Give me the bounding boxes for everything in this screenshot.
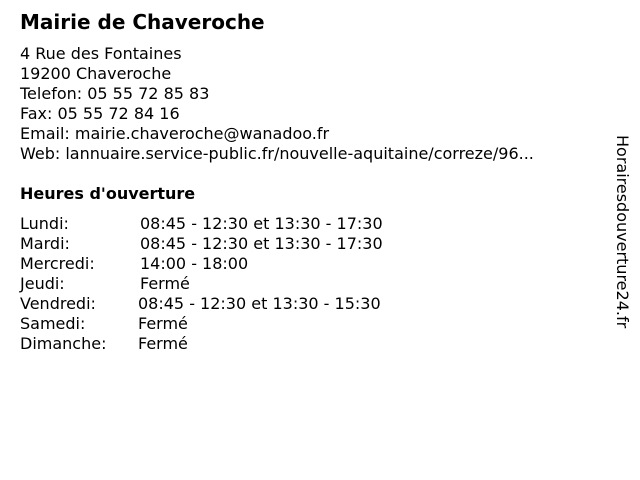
day-hours: Fermé xyxy=(138,314,188,333)
day-label: Dimanche: xyxy=(20,334,107,353)
day-hours: 14:00 - 18:00 xyxy=(140,254,249,273)
contact-info xyxy=(20,44,534,164)
site-watermark: Horairesdouverture24.fr xyxy=(613,135,632,329)
day-hours: 08:45 - 12:30 et 13:30 - 15:30 xyxy=(138,294,381,313)
hours-heading: Heures d'ouverture xyxy=(20,184,196,203)
day-label: Jeudi: xyxy=(20,274,65,293)
phone-number: Telefon: 05 55 72 85 83 xyxy=(20,84,210,103)
day-label: Mercredi: xyxy=(20,254,95,273)
day-hours: 08:45 - 12:30 et 13:30 - 17:30 xyxy=(140,214,383,233)
email-address: Email: mairie.chaveroche@wanadoo.fr xyxy=(20,124,330,143)
day-hours: Fermé xyxy=(140,274,190,293)
website-link: Web: lannuaire.service-public.fr/nouvelle-aquitaine/correze/96... xyxy=(20,144,534,163)
day-label: Lundi: xyxy=(20,214,69,233)
page-title: Mairie de Chaveroche xyxy=(20,10,265,34)
address-street: 4 Rue des Fontaines xyxy=(20,44,182,63)
day-label: Vendredi: xyxy=(20,294,96,313)
day-hours: 08:45 - 12:30 et 13:30 - 17:30 xyxy=(140,234,383,253)
day-hours: Fermé xyxy=(138,334,188,353)
fax-number: Fax: 05 55 72 84 16 xyxy=(20,104,180,123)
address-city: 19200 Chaveroche xyxy=(20,64,172,83)
day-label: Samedi: xyxy=(20,314,86,333)
day-label: Mardi: xyxy=(20,234,70,253)
